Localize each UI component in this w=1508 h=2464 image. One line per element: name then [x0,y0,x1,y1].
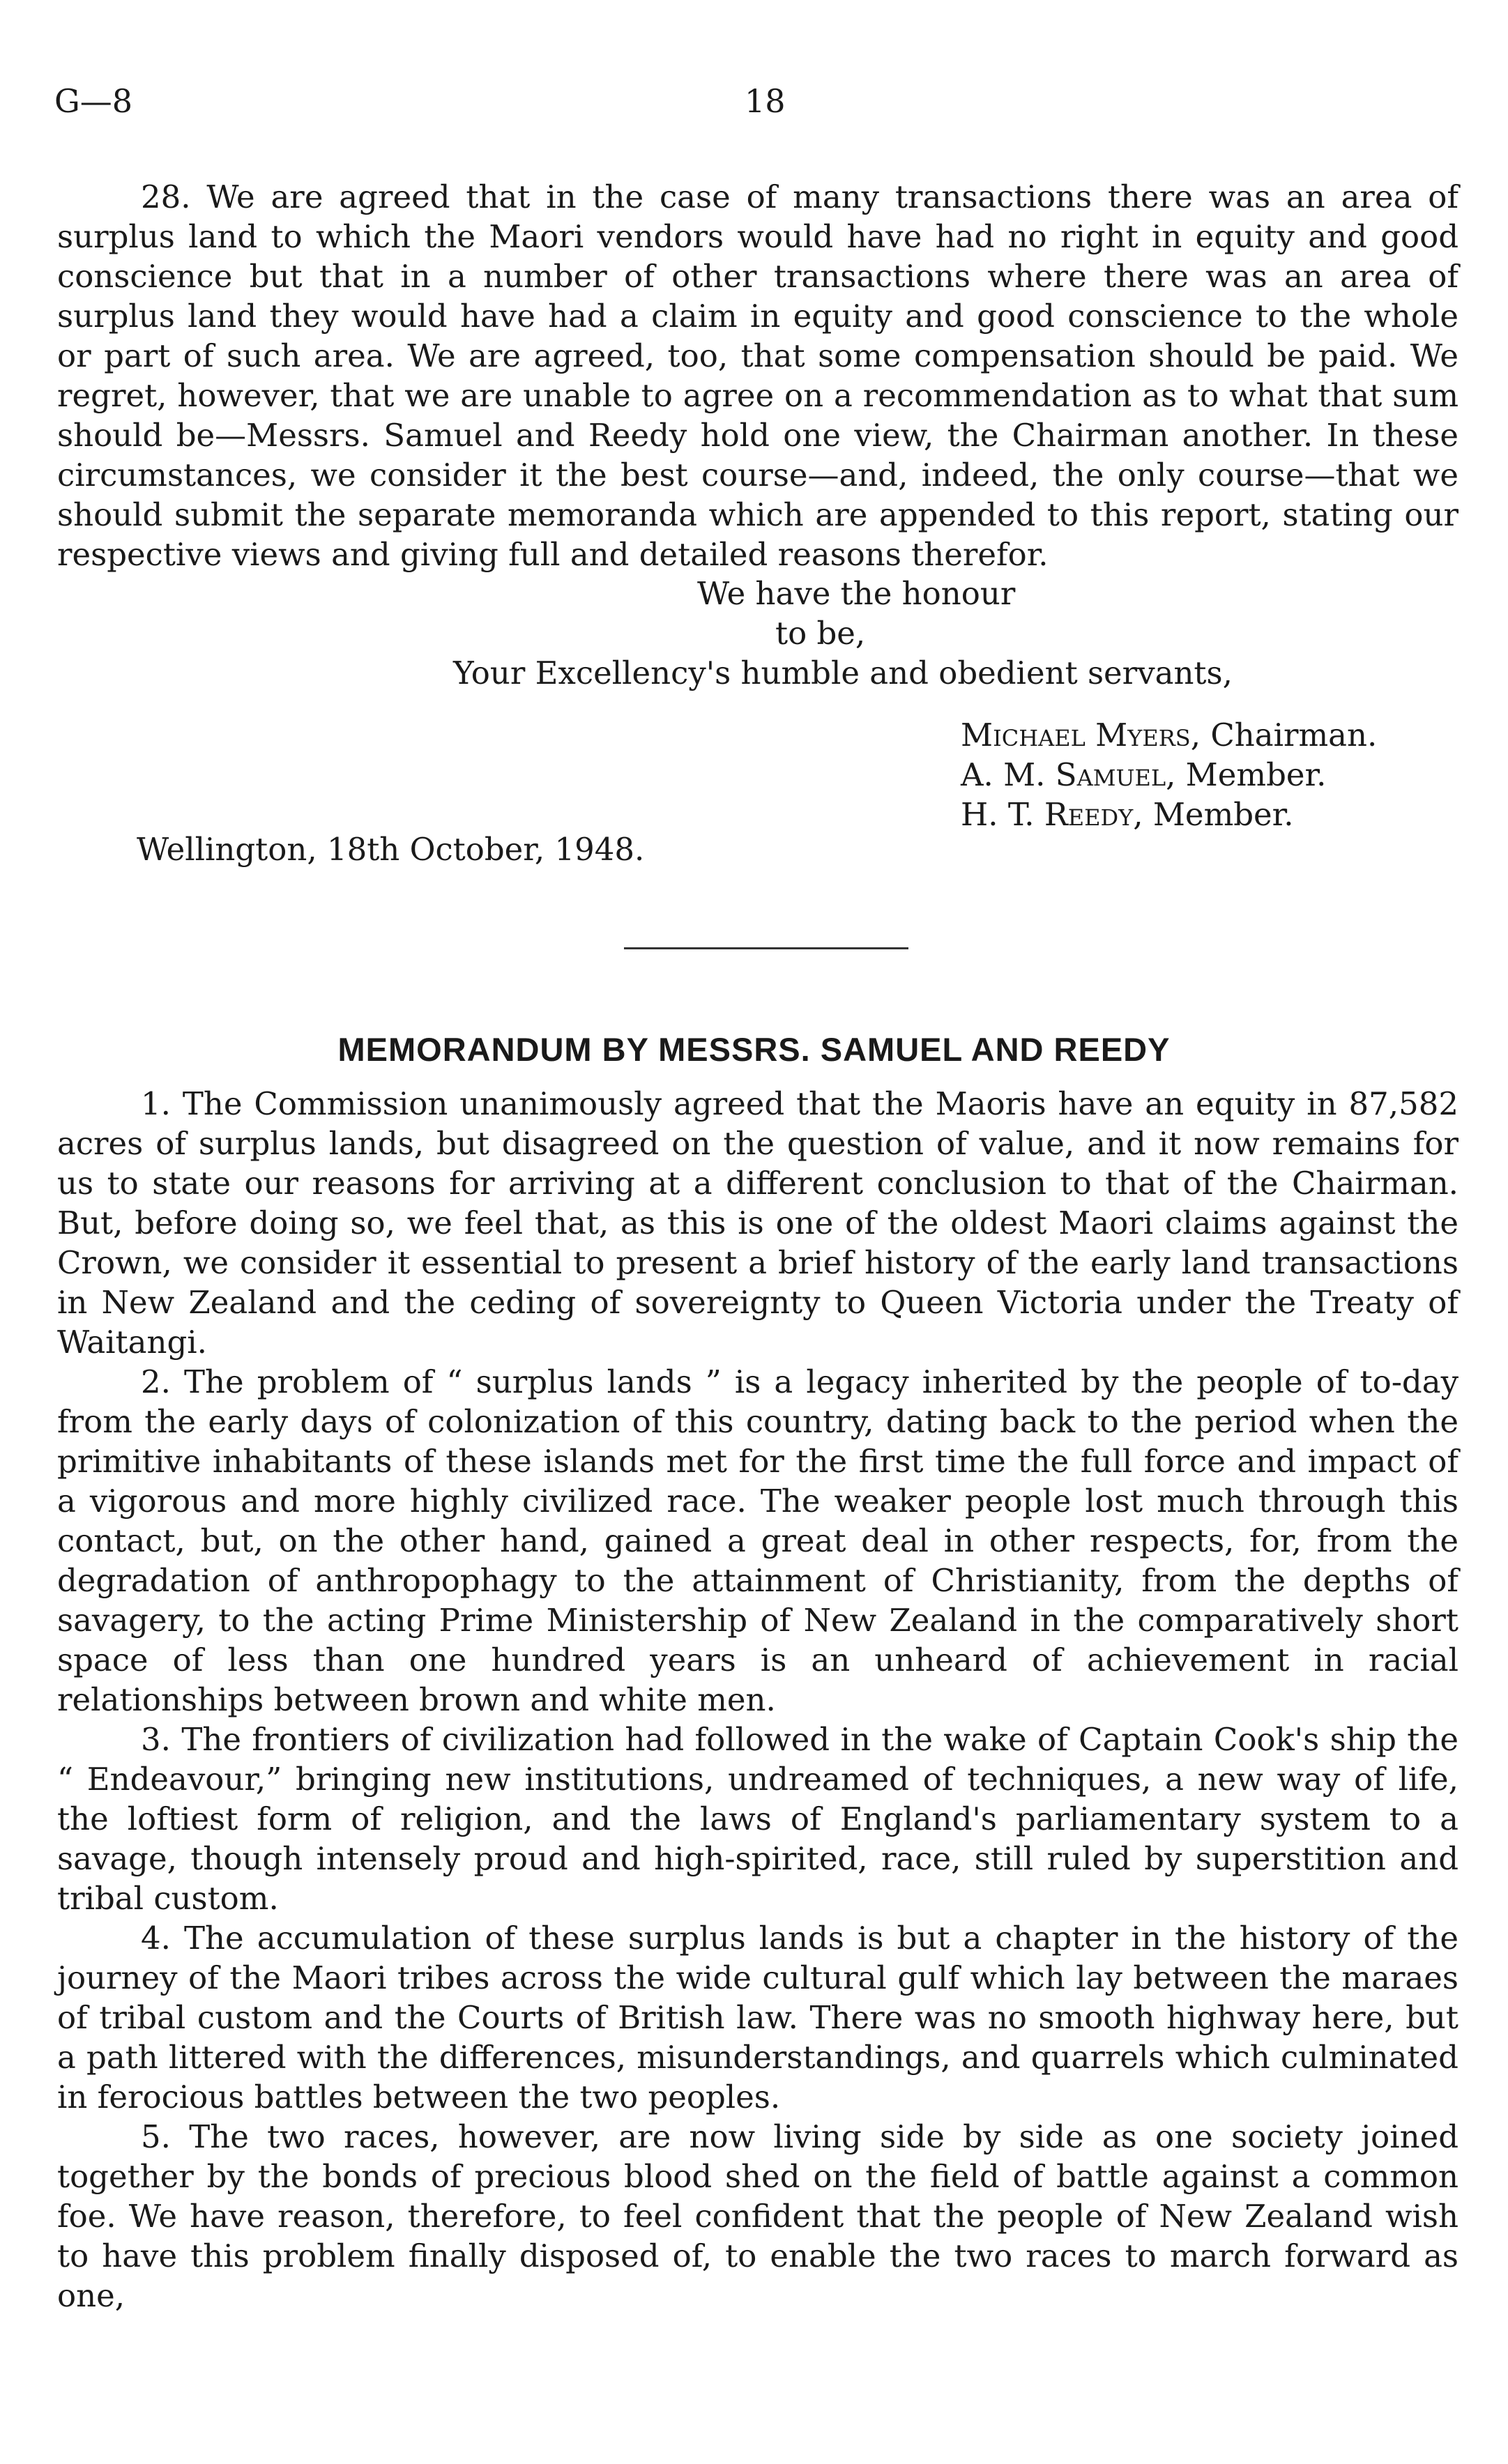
document-code: G—8 [54,82,133,120]
closing-line: to be, [775,615,866,652]
paragraph: 2. The problem of “ surplus lands ” is a legacy inherited by the people of to-day from the early days of colonization of this country, dating back to the period when the primitive inhabitants of these islands met for the first time the full force and impact of a vigorous and more highly civilized race. The weaker people lost much through this contact, but, on the other hand, gained a great deal in other respects, for, from the degradation of anthropophagy to the attainment of Christianity, from the depths of savagery, to the acting Prime Ministership of New Zealand in the comparatively short space of less than one hundred years is an unheard of achievement in racial relationships between brown and white men. [57,1363,1459,1718]
signatory [961,755,1326,795]
memorandum-body [57,1084,1459,2316]
paragraph: 3. The frontiers of civilization had followed in the wake of Captain Cook's ship the “ Endeavour,” bringing new institutions, undreamed of techniques, a new way of life, the loftiest form of religion, and the laws of England's parliamentary system to a savage, though intensely proud and high-spirited, race, still ruled by superstition and tribal custom. [57,1721,1459,1917]
signatory-name: Michael Myers [961,717,1191,753]
closing-line: Your Excellency's humble and obedient servants, [453,655,1233,691]
closing-line: We have the honour [697,575,1016,612]
signatory-role: , Member. [1133,796,1294,833]
signatory-role: , Member. [1166,756,1327,793]
paragraph: 4. The accumulation of these surplus lands is but a chapter in the history of the journey of the Maori tribes across the wide cultural gulf which lay between the maraes of tribal custom and the Courts of British law. There was no smooth highway here, but a path littered with the differences, misunderstandings, and quarrels which culminated in ferocious battles between the two peoples. [57,1920,1459,2115]
signatory-role: , Chairman. [1190,717,1378,753]
signatory-name: A. M. Samuel [961,756,1166,793]
signatory-name: H. T. Reedy [961,796,1134,833]
signatory [961,795,1294,834]
paragraph: 5. The two races, however, are now living side by side as one society joined together by the bonds of precious blood shed on the field of battle against a common foe. We have reason, therefore, to feel confident that the people of New Zealand wish to have this problem finally disposed of, to enable the two races to march forward as one, [57,2118,1459,2314]
paragraph: 28. We are agreed that in the case of many transactions there was an area of surplus land to which the Maori vendors would have had no right in equity and good conscience but that in a number of other transactions where there was an area of surplus land they would have had a claim in equity and good conscience to the whole or part of such area. We are agreed, too, that some compensation should be paid. We regret, however, that we are unable to agree on a recommendation as to what that sum should be—Messrs. Samuel and Reedy hold one view, the Chairman another. In these circumstances, we consider it the best course—and, indeed, the only course—that we should submit the separate memoranda which are appended to this report, stating our respective views and giving full and detailed reasons therefor. [57,178,1459,573]
paragraph: 1. The Commission unanimously agreed that the Maoris have an equity in 87,582 acres of surplus lands, but disagreed on the question of value, and it now remains for us to state our reasons for arriving at a different conclusion to that of the Chairman. But, before doing so, we feel that, as this is one of the oldest Maori claims against the Crown, we consider it essential to present a brief history of the early land transactions in New Zealand and the ceding of sovereignty to Queen Victoria under the Treaty of Waitangi. [57,1085,1459,1361]
page-header [54,82,1454,138]
page-number: 18 [745,82,786,120]
place-and-date: Wellington, 18th October, 1948. [137,831,645,868]
report-paragraph-28 [57,177,1459,574]
section-divider [624,947,908,949]
signatory [961,715,1377,755]
memorandum-title: MEMORANDUM BY MESSRS. SAMUEL AND REEDY [337,1031,1171,1068]
